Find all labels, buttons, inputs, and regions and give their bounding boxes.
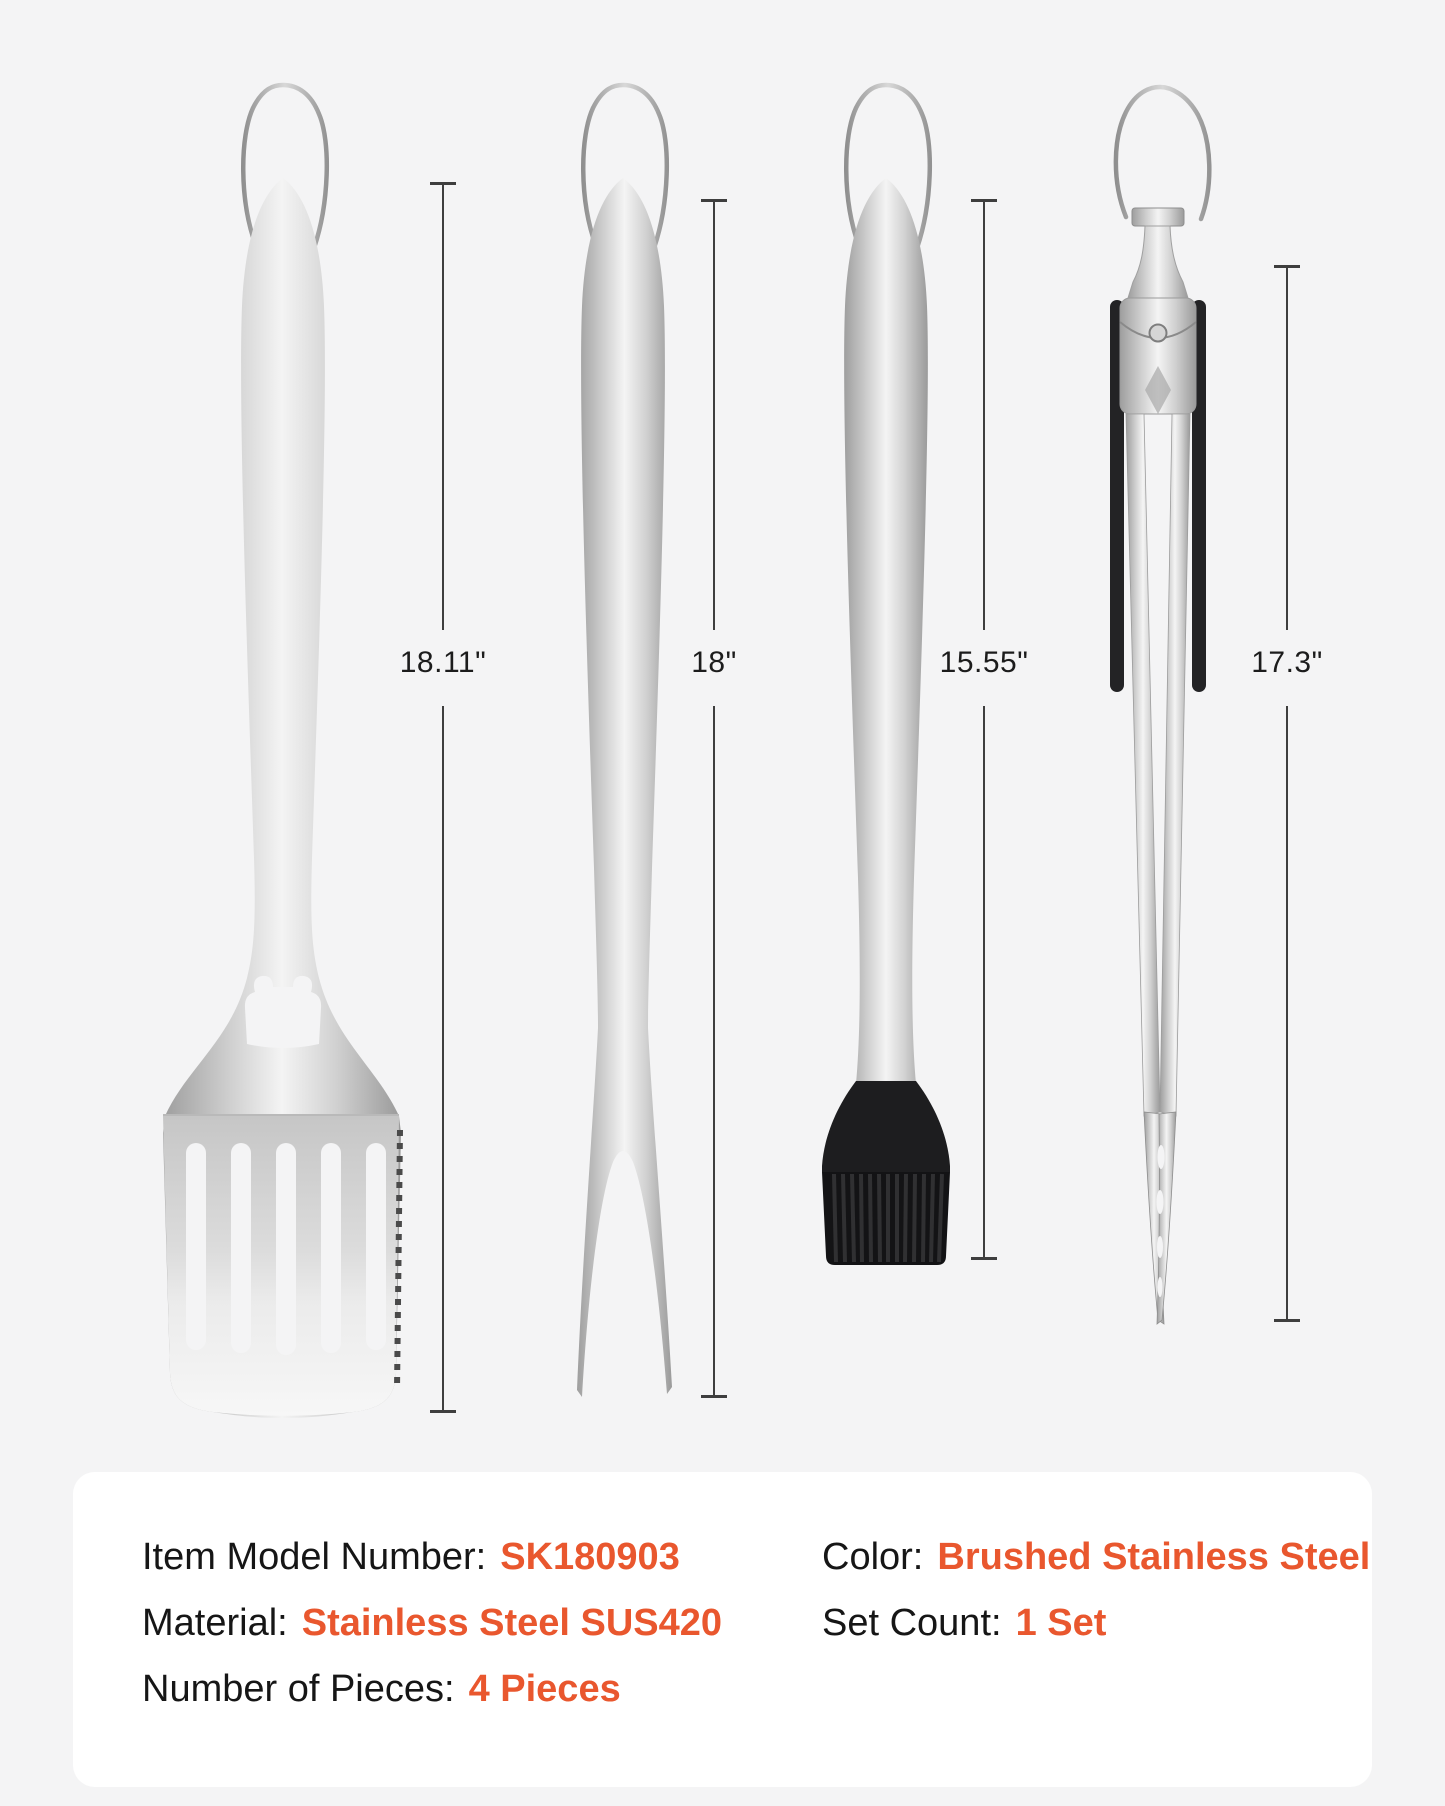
spec-row-color <box>822 1524 1370 1590</box>
measure-label-spatula: 18.11" <box>399 646 487 679</box>
spec-row-pieces <box>142 1656 722 1722</box>
fork-image <box>533 78 713 1408</box>
spec-label: Material: <box>142 1602 288 1644</box>
measure-label-fork: 18" <box>691 646 737 679</box>
spec-value: 1 Set <box>1015 1602 1107 1644</box>
spec-row-model <box>142 1524 722 1590</box>
tongs-left-arm <box>1126 414 1160 1116</box>
spec-row-material <box>142 1590 722 1656</box>
spec-value: 4 Pieces <box>468 1668 621 1710</box>
spec-label: Color: <box>822 1536 924 1578</box>
spec-row-set-count <box>822 1590 1370 1656</box>
spec-column-right <box>822 1524 1370 1656</box>
spec-label: Item Model Number: <box>142 1536 487 1578</box>
tongs-right-arm <box>1160 414 1190 1116</box>
spatula-serrated-edge <box>397 1130 400 1390</box>
spec-value: SK180903 <box>500 1536 680 1578</box>
brush-silicone-head <box>822 1081 950 1172</box>
tongs-rivet <box>1150 325 1167 342</box>
spec-value: Stainless Steel SUS420 <box>301 1602 723 1644</box>
spec-label: Number of Pieces: <box>142 1668 455 1710</box>
tongs-image <box>1060 82 1260 1334</box>
brush-handle <box>844 178 928 1084</box>
measure-label-brush: 15.55" <box>939 646 1029 679</box>
tongs-hang-loop <box>1116 87 1209 219</box>
spec-value: Brushed Stainless Steel <box>937 1536 1371 1578</box>
spatula-image <box>143 78 423 1423</box>
spec-column-left <box>142 1524 722 1722</box>
fork-body <box>577 178 672 1397</box>
spec-label: Set Count: <box>822 1602 1002 1644</box>
tongs-loop-clamp <box>1132 208 1184 226</box>
measure-label-tongs: 17.3" <box>1251 646 1323 679</box>
tongs-neck-strap <box>1128 226 1188 298</box>
